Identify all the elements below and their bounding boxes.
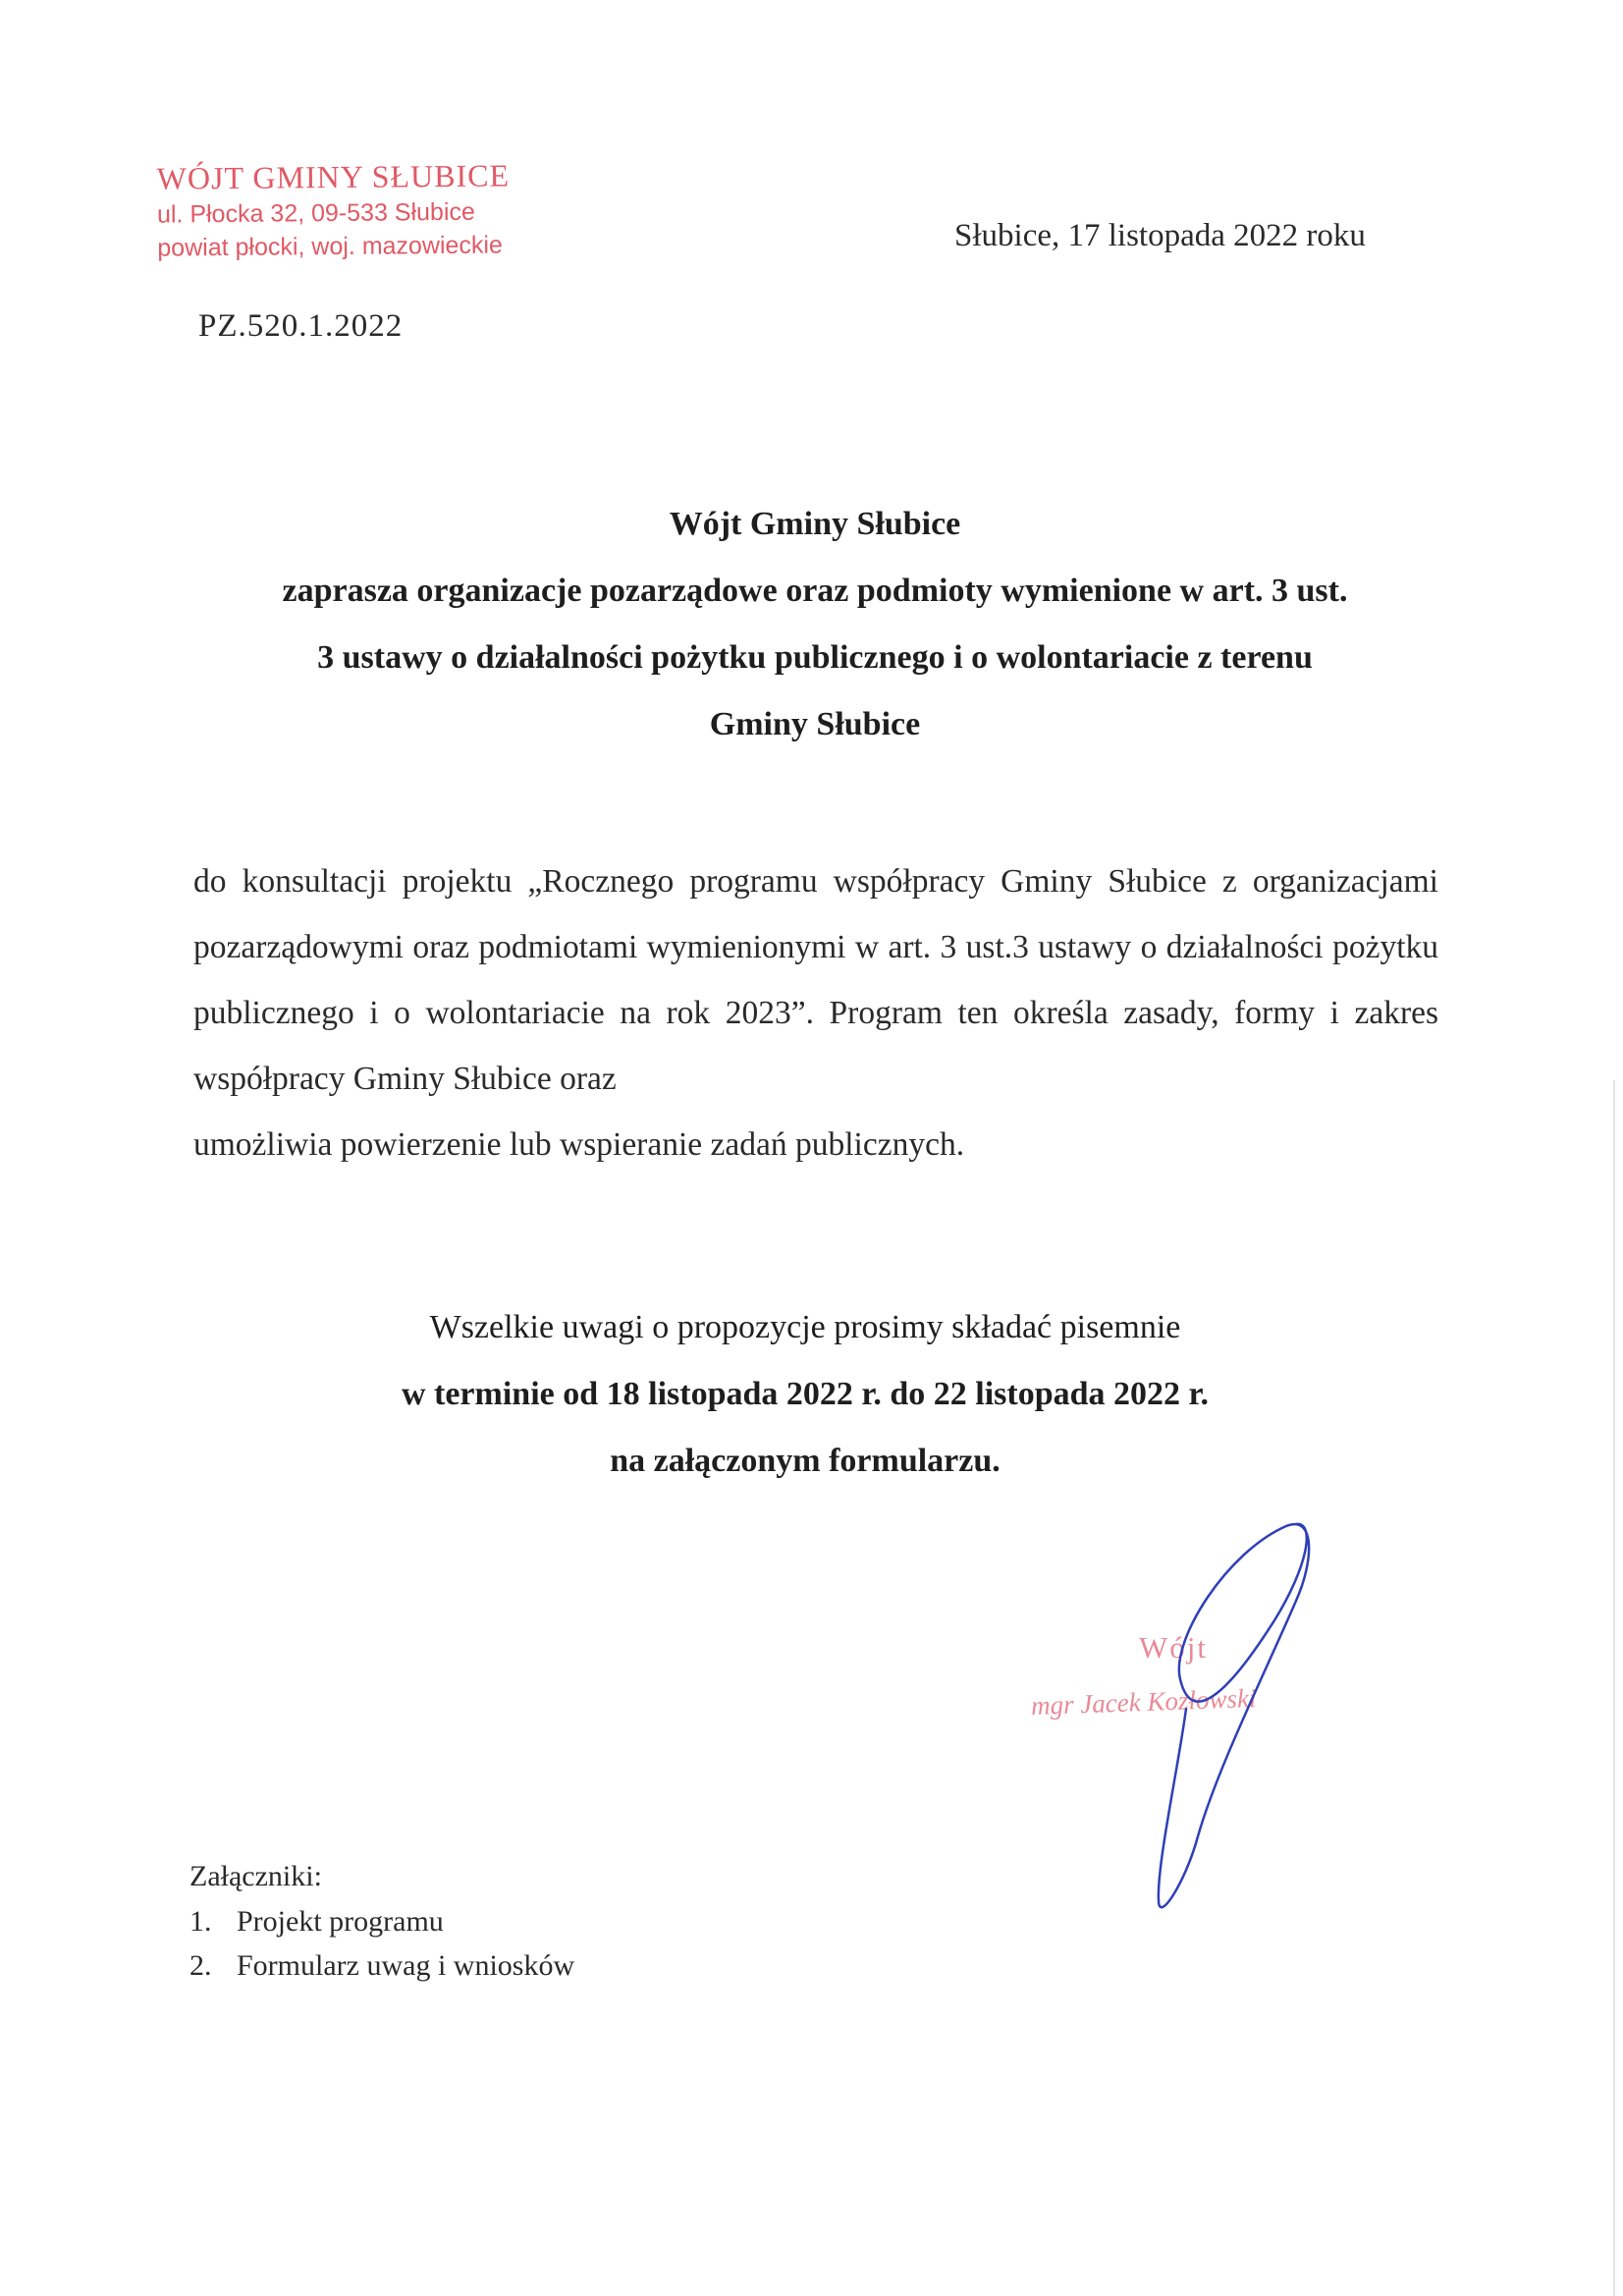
title-line-1: Wójt Gminy Słubice [669, 506, 961, 542]
notice-line-1: Wszelkie uwagi o propozycje prosimy składać pisemnie [429, 1309, 1181, 1345]
title-line-2: zaprasza organizacje pozarządowe oraz podmioty wymienione w art. 3 ust. [282, 573, 1348, 609]
reference-number: PZ.520.1.2022 [198, 308, 404, 344]
title-line-4: Gminy Słubice [709, 706, 921, 742]
handwritten-signature [1021, 1512, 1394, 1925]
signature-stroke [1159, 1524, 1309, 1907]
attachment-item [189, 1943, 574, 1988]
attachments-list [189, 1854, 574, 1988]
office-stamp [157, 155, 511, 264]
title-line-3: 3 ustawy o działalności pożytku publicznego i o wolontariacie z terenu [317, 639, 1313, 676]
invitation-title [157, 491, 1473, 758]
body-paragraph-text: do konsultacji projektu „Rocznego programu współpracy Gminy Słubice z organizacjami pozarządowymi oraz podmiotami wymienionymi w art. 3 ust.3 ustawy o działalności pożytku publicznego i o wolontariacie na rok 2023”. Program ten określa zasady, formy i zakres współpracy Gminy Słubice oraz [193, 863, 1438, 1097]
attachment-label: Formularz uwag i wniosków [237, 1949, 575, 1982]
document-date: Słubice, 17 listopada 2022 roku [954, 218, 1366, 253]
body-paragraph-last-line: umożliwia powierzenie lub wspieranie zadań publicznych. [193, 1126, 965, 1163]
attachment-item [189, 1899, 574, 1943]
attachments-heading: Załączniki: [189, 1860, 322, 1892]
submission-notice [177, 1294, 1434, 1495]
stamp-region: powiat płocki, woj. mazowieckie [157, 231, 503, 262]
attachment-number: 2. [189, 1949, 212, 1982]
signature-name: mgr Jacek Kozłowski [1030, 1683, 1257, 1721]
body-paragraph [193, 848, 1438, 1177]
signature-role: Wójt [1139, 1630, 1208, 1665]
stamp-title: WÓJT GMINY SŁUBICE [156, 157, 511, 196]
attachment-label: Projekt programu [237, 1905, 444, 1938]
notice-form-line: na załączonym formularzu. [610, 1443, 1001, 1479]
scan-edge-line [1613, 1080, 1615, 2296]
stamp-address: ul. Płocka 32, 09-533 Słubice [156, 197, 475, 229]
attachment-number: 1. [189, 1905, 212, 1938]
notice-deadline: w terminie od 18 listopada 2022 r. do 22 listopada 2022 r. [401, 1376, 1210, 1412]
